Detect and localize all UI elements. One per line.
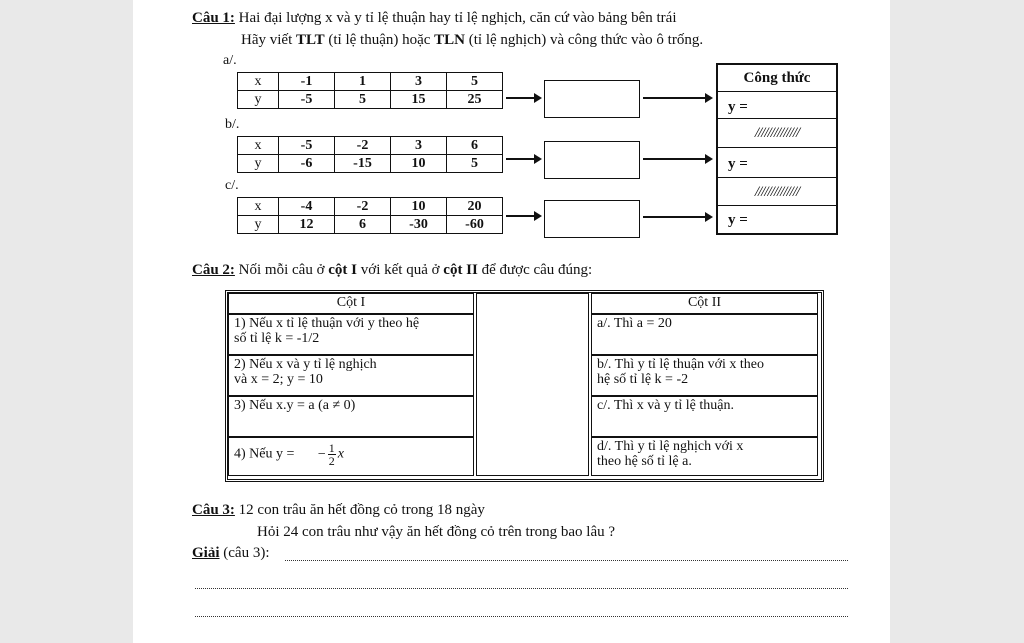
answer-line-1[interactable]	[285, 560, 848, 561]
table-c	[237, 197, 503, 234]
arrow-c2	[643, 216, 711, 218]
q3-label: Câu 3:	[192, 502, 235, 518]
arrow-b1	[506, 158, 540, 160]
answer-line-3[interactable]	[195, 616, 848, 617]
col2-item-b[interactable]: b/. Thì y tỉ lệ thuận với x theo hệ số tỉ lệ k = -2	[591, 355, 818, 396]
q3-line2: Hỏi 24 con trâu như vậy ăn hết đồng cỏ trên trong bao lâu ?	[257, 524, 616, 540]
part-b-label: b/.	[225, 117, 240, 132]
matching-table	[225, 290, 824, 482]
table-b	[237, 136, 503, 173]
part-c-label: c/.	[225, 178, 239, 193]
table-a	[237, 72, 503, 109]
formula-b[interactable]: y =	[718, 148, 836, 178]
arrow-c1	[506, 215, 540, 217]
answer-line-2[interactable]	[195, 588, 848, 589]
col2-item-a[interactable]: a/. Thì a = 20	[591, 314, 818, 355]
col1-item-1[interactable]: 1) Nếu x tỉ lệ thuận với y theo hệ số tỉ lệ k = -1/2	[228, 314, 474, 355]
col1-header: Cột I	[228, 293, 474, 314]
table-row: y -5 5 15 25	[238, 91, 503, 109]
part-a-label: a/.	[223, 53, 237, 68]
formula-column	[716, 63, 838, 235]
formula-a[interactable]: y =	[718, 92, 836, 119]
col1-item-2[interactable]: 2) Nếu x và y tỉ lệ nghịch và x = 2; y = 10	[228, 355, 474, 396]
formula-header: Công thức	[718, 65, 836, 92]
separator-hatch: //////////////	[718, 120, 836, 148]
col1-item-3[interactable]: 3) Nếu x.y = a (a ≠ 0)	[228, 396, 474, 437]
q2-line: Câu 2: Nối mỗi câu ở cột I với kết quả ở cột II để được câu đúng:	[192, 262, 593, 278]
q1-line1: Câu 1: Hai đại lượng x và y tỉ lệ thuận hay tỉ lệ nghịch, căn cứ vào bảng bên trái	[192, 10, 677, 26]
col2-item-c[interactable]: c/. Thì x và y tỉ lệ thuận.	[591, 396, 818, 437]
q3-line1: Câu 3: 12 con trâu ăn hết đồng cỏ trong 18 ngày	[192, 502, 485, 518]
col2-item-d[interactable]: d/. Thì y tỉ lệ nghịch với x theo hệ số tỉ lệ a.	[591, 437, 818, 476]
arrow-b2	[643, 158, 711, 160]
worksheet-page	[133, 0, 890, 643]
table-row: x -1 1 3 5	[238, 73, 503, 91]
fraction: $\frac{1}{2}$	[328, 441, 335, 468]
arrow-a1	[506, 97, 540, 99]
q1-line2: Hãy viết TLT (tỉ lệ thuận) hoặc TLN (tỉ lệ nghịch) và công thức vào ô trống.	[241, 32, 704, 48]
answer-box-c[interactable]	[544, 200, 640, 238]
table-row: x -5 -2 3 6	[238, 137, 503, 155]
table-row: y 12 6 -30 -60	[238, 216, 503, 234]
q1-label: Câu 1:	[192, 10, 235, 26]
formula-c[interactable]: y =	[728, 212, 748, 228]
q2-label: Câu 2:	[192, 262, 235, 278]
connect-column[interactable]	[476, 293, 589, 476]
arrow-a2	[643, 97, 711, 99]
col1-item-4[interactable]: 4) Nếu y = − $\frac{1}{2}$ x	[228, 437, 474, 476]
col2-header: Cột II	[591, 293, 818, 314]
table-row: x -4 -2 10 20	[238, 198, 503, 216]
table-row: y -6 -15 10 5	[238, 155, 503, 173]
answer-box-a[interactable]	[544, 80, 640, 118]
solution-label: Giải (câu 3):	[192, 545, 270, 561]
separator-hatch: //////////////	[718, 179, 836, 206]
answer-box-b[interactable]	[544, 141, 640, 179]
